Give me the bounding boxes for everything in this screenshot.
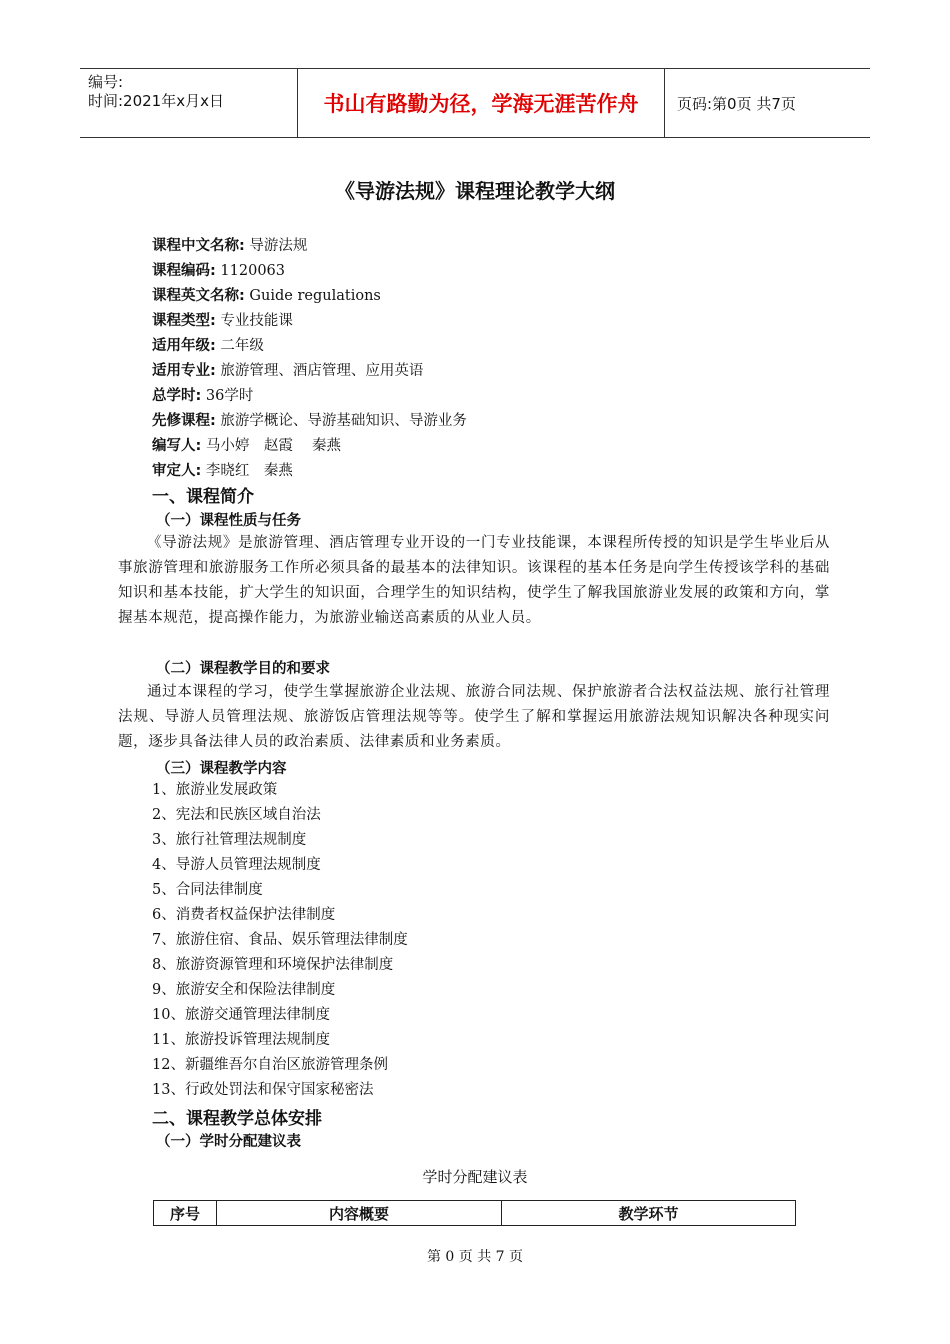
paragraph: 《导游法规》是旅游管理、酒店管理专业开设的一门专业技能课，本课程所传授的知识是学生毕业后从事旅游管理和旅游服务工作所必须具备的最基本的法律知识。该课程的基本任务是向学生传授该学科的基础知识和基本技能，扩大学生的知识面，合理学生的知识结构，使学生了解我国旅游业发展的政策和方向，掌握基本规范，提高操作能力，为旅游业输送高素质的从业人员。 [118, 535, 830, 626]
meta-row: 课程类型: 专业技能课 [152, 313, 293, 329]
meta-row: 先修课程: 旅游学概论、导游基础知识、导游业务 [152, 413, 467, 429]
column-header-index: 序号 [154, 1201, 217, 1225]
table-caption: 学时分配建议表 [422, 1168, 528, 1186]
section-heading: 二、课程教学总体安排 [152, 1109, 322, 1129]
content-list [152, 778, 408, 1103]
list-item: 1、旅游业发展政策 [152, 782, 278, 798]
page-header [80, 68, 870, 138]
list-item: 12、新疆维吾尔自治区旅游管理条例 [152, 1057, 388, 1073]
date-line: 时间:2021年x月x日 [88, 92, 224, 110]
list-item: 7、旅游住宿、食品、娱乐管理法律制度 [152, 932, 408, 948]
header-motto: 书山有路勤为径，学海无涯苦作舟 [298, 69, 665, 137]
list-item: 9、旅游安全和保险法律制度 [152, 982, 336, 998]
page-footer: 第 0 页 共 7 页 [426, 1249, 524, 1265]
subsection-heading: （一）学时分配建议表 [156, 1134, 301, 1150]
section-heading: 一、课程简介 [152, 487, 254, 507]
header-id-cell [80, 69, 298, 137]
meta-row: 总学时: 36学时 [152, 388, 254, 404]
meta-row: 适用专业: 旅游管理、酒店管理、应用英语 [152, 363, 424, 379]
list-item: 5、合同法律制度 [152, 882, 263, 898]
course-meta [152, 234, 467, 484]
list-item: 10、旅游交通管理法律制度 [152, 1007, 330, 1023]
list-item: 8、旅游资源管理和环境保护法律制度 [152, 957, 394, 973]
subsection-heading: （三）课程教学内容 [156, 761, 287, 777]
meta-row: 课程英文名称: Guide regulations [152, 288, 381, 304]
list-item: 11、旅游投诉管理法规制度 [152, 1032, 330, 1048]
list-item: 2、宪法和民族区域自治法 [152, 807, 321, 823]
column-header-summary: 内容概要 [217, 1201, 502, 1225]
meta-row: 课程中文名称: 导游法规 [152, 238, 308, 254]
meta-row: 适用年级: 二年级 [152, 338, 264, 354]
allocation-table-header [153, 1200, 796, 1226]
list-item: 13、行政处罚法和保守国家秘密法 [152, 1082, 374, 1098]
meta-row: 课程编码: 1120063 [152, 263, 285, 279]
meta-row: 编写人: 马小婷 赵霞 秦燕 [152, 438, 342, 454]
list-item: 4、导游人员管理法规制度 [152, 857, 321, 873]
list-item: 6、消费者权益保护法律制度 [152, 907, 336, 923]
list-item: 3、旅行社管理法规制度 [152, 832, 307, 848]
number-label: 编号: [88, 73, 124, 91]
header-page-info: 页码:第0页 共7页 [677, 94, 796, 113]
paragraph: 通过本课程的学习，使学生掌握旅游企业法规、旅游合同法规、保护旅游者合法权益法规、旅行社管理法规、导游人员管理法规、旅游饭店管理法规等等。使学生了解和掌握运用旅游法规知识解决各种现实问题，逐步具备法律人员的政治素质、法律素质和业务素质。 [118, 684, 830, 750]
subsection-heading: （二）课程教学目的和要求 [156, 661, 330, 677]
subsection-heading: （一）课程性质与任务 [156, 513, 301, 529]
column-header-teaching: 教学环节 [618, 1204, 679, 1223]
document-title: 《导游法规》课程理论教学大纲 [335, 179, 615, 203]
meta-row: 审定人: 李晓红 秦燕 [152, 463, 293, 479]
